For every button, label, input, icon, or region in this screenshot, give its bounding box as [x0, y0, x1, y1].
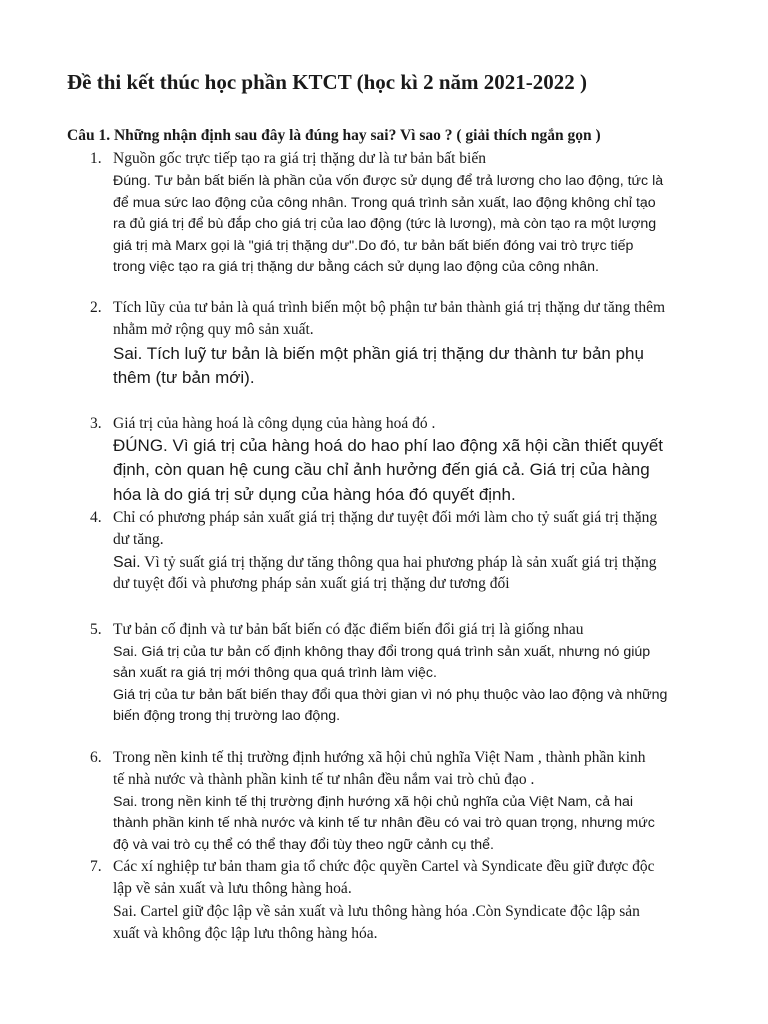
document-title: Đề thi kết thúc học phần KTCT (học kì 2 năm 2021-2022 ): [67, 70, 587, 94]
answer-text: Vì tỷ suất giá trị thặng dư tăng thông qua hai phương pháp là sản xuất giá trị thặng: [140, 554, 657, 571]
item-statement: Chỉ có phương pháp sản xuất giá trị thặng dư tuyệt đối mới làm cho tỷ suất giá trị thặng: [113, 509, 658, 526]
item-statement: dư tăng.: [113, 531, 164, 548]
item-answer: [113, 551, 656, 573]
item-statement: tế nhà nước và thành phần kinh tế tư nhân đều nắm vai trò chủ đạo .: [113, 771, 535, 788]
item-answer: xuất và không độc lập lưu thông hàng hóa.: [113, 925, 378, 942]
item-number: 6.: [90, 749, 102, 766]
item-statement: nhằm mở rộng quy mô sản xuất.: [113, 321, 314, 338]
item-number: 2.: [90, 299, 102, 316]
item-answer: Sai. Giá trị của tư bản cố định không thay đổi trong quá trình sản xuất, nhưng nó giúp: [113, 644, 651, 660]
item-statement: lập về sản xuất và lưu thông hàng hoá.: [113, 880, 352, 897]
item-answer: Sai. Tích luỹ tư bản là biến một phần giá trị thặng dư thành tư bản phụ: [113, 344, 644, 363]
item-answer: hóa là do giá trị sử dụng của hàng hóa đó quyết định.: [113, 485, 516, 504]
item-answer: ĐÚNG. Vì giá trị của hàng hoá do hao phí lao động xã hội cần thiết quyết: [113, 436, 664, 455]
item-number: 1.: [90, 150, 102, 167]
item-statement: Tích lũy của tư bản là quá trình biến một bộ phận tư bản thành giá trị thặng dư tăng thêm: [113, 299, 666, 316]
item-answer: ra đủ giá trị để bù đắp cho giá trị của lao động (tức là lương), mà còn tạo ra một lượng: [113, 216, 657, 232]
item-answer: biến động trong thị trường lao động.: [113, 708, 341, 724]
item-number: 7.: [90, 858, 102, 875]
item-statement: Giá trị của hàng hoá là công dụng của hàng hoá đó .: [113, 415, 436, 432]
item-answer: dư tuyệt đối và phương pháp sản xuất giá trị thặng dư tương đối: [113, 575, 510, 592]
answer-verdict: Sai.: [113, 554, 141, 571]
item-number: 4.: [90, 509, 102, 526]
item-statement: Nguồn gốc trực tiếp tạo ra giá trị thặng dư là tư bản bất biến: [113, 150, 486, 167]
item-answer: để mua sức lao động của công nhân. Trong quá trình sản xuất, lao động không chỉ tạo: [113, 195, 656, 211]
item-answer: thành phần kinh tế nhà nước và kinh tế tư nhân đều có vai trò quan trọng, nhưng mức: [113, 815, 655, 831]
item-answer: sản xuất ra giá trị mới thông qua quá trình làm việc.: [113, 665, 437, 681]
item-answer: định, còn quan hệ cung cầu chỉ ảnh hưởng đến giá cả. Giá trị của hàng: [113, 460, 650, 479]
item-answer: Sai. trong nền kinh tế thị trường định hướng xã hội chủ nghĩa của Việt Nam, cả hai: [113, 794, 634, 810]
item-answer: giá trị mà Marx gọi là "giá trị thặng dư".Do đó, tư bản bất biến đóng vai trò trực tiếp: [113, 238, 634, 254]
item-answer: trong việc tạo ra giá trị thặng dư bằng cách sử dụng lao động của công nhân.: [113, 259, 599, 275]
item-statement: Các xí nghiệp tư bản tham gia tổ chức độc quyền Cartel và Syndicate đều giữ được độc: [113, 858, 655, 875]
item-answer: độ và vai trò cụ thể có thể thay đổi tùy theo ngữ cảnh cụ thể.: [113, 837, 494, 853]
item-number: 5.: [90, 621, 102, 638]
item-answer: Giá trị của tư bản bất biến thay đổi qua thời gian vì nó phụ thuộc vào lao động và những: [113, 687, 668, 703]
item-answer: Đúng. Tư bản bất biến là phần của vốn được sử dụng để trả lương cho lao động, tức là: [113, 173, 664, 189]
question-heading: Câu 1. Những nhận định sau đây là đúng hay sai? Vì sao ? ( giải thích ngắn gọn ): [67, 127, 601, 144]
item-statement: Trong nền kinh tế thị trường định hướng xã hội chủ nghĩa Việt Nam , thành phần kinh: [113, 749, 646, 766]
item-answer: thêm (tư bản mới).: [113, 368, 255, 387]
item-answer: Sai. Cartel giữ độc lập về sản xuất và lưu thông hàng hóa .Còn Syndicate độc lập sản: [113, 903, 640, 920]
item-number: 3.: [90, 415, 102, 432]
item-statement: Tư bản cố định và tư bản bất biến có đặc điểm biến đổi giá trị là giống nhau: [113, 621, 584, 638]
